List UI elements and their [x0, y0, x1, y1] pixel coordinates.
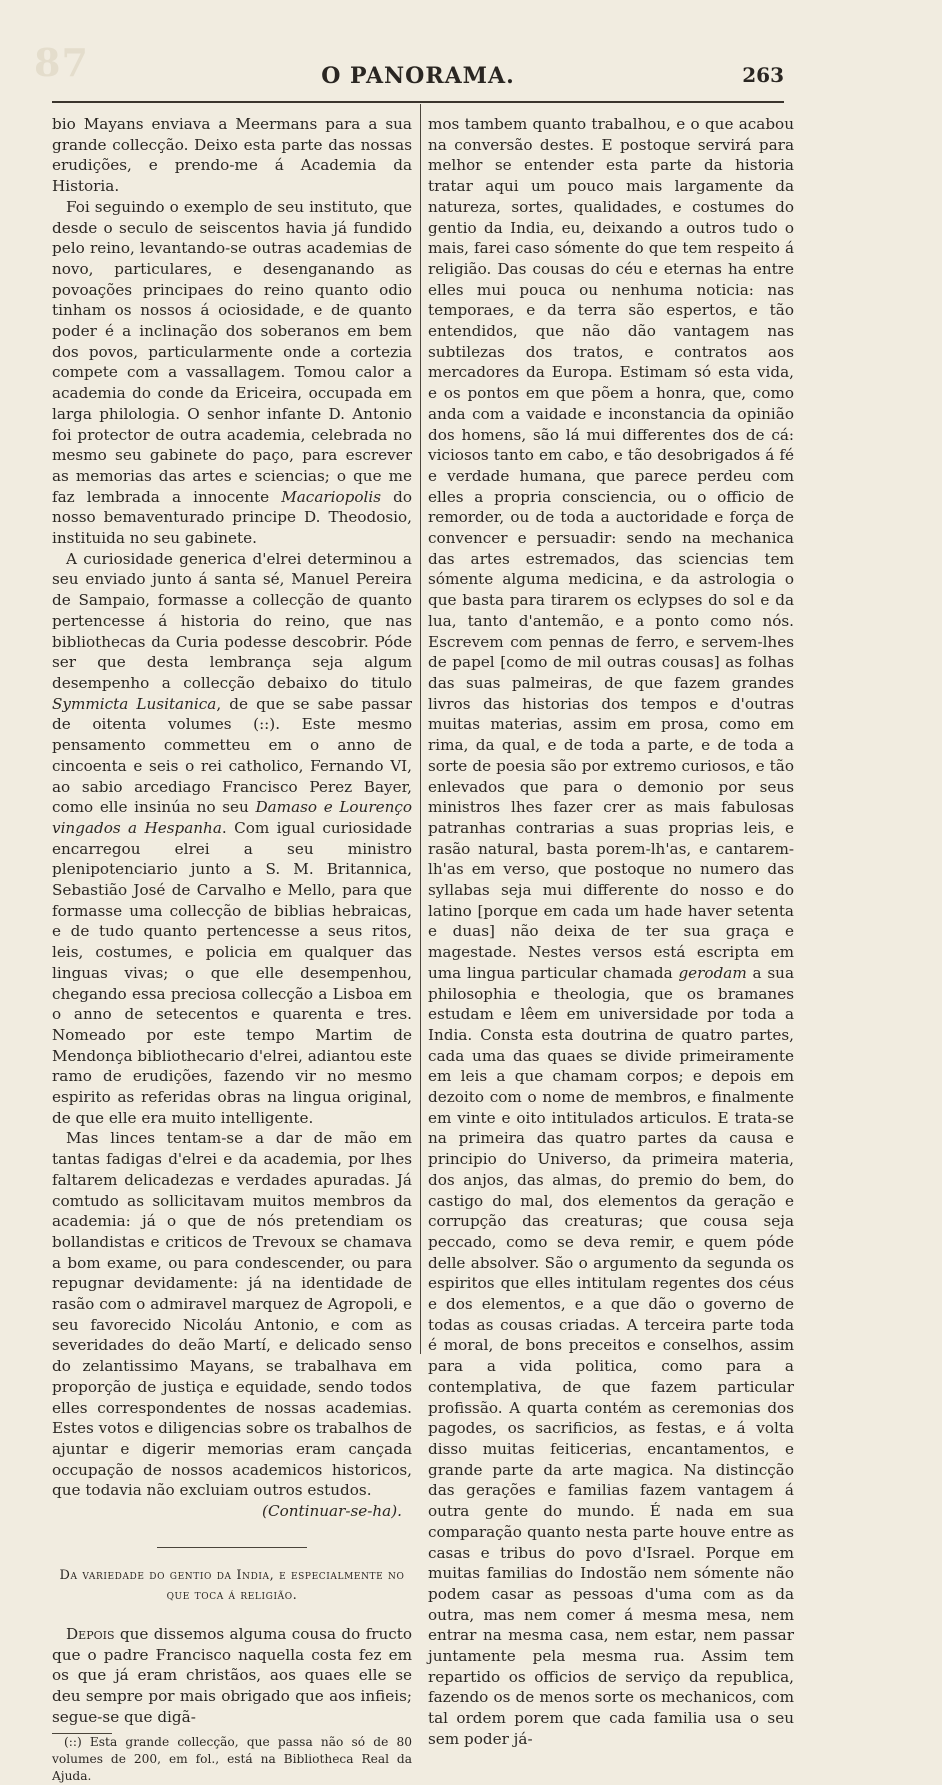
book-title: Damaso e Lourenço vingados a Hespanha [52, 798, 413, 837]
left-column [52, 114, 412, 1785]
right-column [428, 114, 794, 1750]
term: gerodam [678, 963, 747, 982]
journal-title: O PANORAMA. [321, 63, 515, 89]
paragraph: A curiosidade generica d'elrei determinou a seu enviado junto á santa sé, Manuel Pereira de Sampaio, formasse a collecção de quanto pertencesse á historia do reino, que nas bibliothecas da Curia podesse descobrir. Póde ser que desta lembrança seja algum desempenho a collecção debaixo do titulo Symmicta Lusitanica, de que se sabe passar de oitenta volumes (::). Este mesmo pensamento commetteu em o anno de cincoenta e seis o rei catholico, Fernando VI, ao sabio arcediago Francisco Perez Bayer, como elle insinúa no seu Damaso e Lourenço vingados a Hespanha. Com igual curiosidade encarregou elrei a seu ministro plenipotenciario junto a S. M. Britannica, Sebastião José de Carvalho e Mello, para que formasse uma collecção de biblias hebraicas, e de tudo quanto pertencesse a seus ritos, leis, costumes, e policia em qualquer das linguas vivas; o que elle desempenhou, chegando essa preciosa collecção a Lisboa em o anno de setecentos e quarenta e tres. Nomeado por este tempo Martim de Mendonça bibliothecario d'elrei, adiantou este ramo de erudições, fazendo vir no mesmo espirito as referidas obras na lingua original, de que elle era muito intelligente. [52, 549, 413, 1127]
column-divider [420, 104, 421, 1354]
paragraph: bio Mayans enviava a Meermans para a sua grande collecção. Deixo esta parte das nossas erudições, e prendo-me á Academia da Historia. [52, 115, 412, 196]
article-title: Da variedade do gentio da India, e especialmente no que toca á religião. [59, 1567, 405, 1603]
paragraph: Foi seguindo o exemplo de seu instituto, que desde o seculo de seiscentos havia já fundido pelo reino, levantando-se outras academias de novo, particulares, e desenganando as povoações principaes do reino quanto odio tinham os nossos á ociosidade, e de quanto poder é a inclinação dos soberanos em bem dos povos, particularmente onde a cortezia compete com a vassallagem. Tomou calor a academia do conde da Ericeira, occupada em larga philologia. O senhor infante D. Antonio foi protector de outra academia, celebrada no mesmo seu gabinete do paço, para escrever as memorias das artes e sciencias; o que me faz lembrada a innocente Macariopolis do nosso bemaventurado principe D. Theodosio, instituida no seu gabinete. [52, 197, 413, 548]
page-number: 263 [742, 63, 784, 87]
lead-word: Depois [66, 1624, 115, 1643]
header-rule [52, 101, 784, 103]
book-title: Symmicta Lusitanica [52, 694, 217, 713]
paragraph: Depois que dissemos alguma cousa do fructo que o padre Francisco naquella costa fez em os que já eram christãos, aos quaes elle se deu sempre por mais obrigado que aos infieis; segue-se que digã- [52, 1624, 412, 1726]
paragraph: mos tambem quanto trabalhou, e o que acabou na conversão destes. E postoque servirá para melhor se entender esta parte da historia tratar aqui um pouco mais largamente da natureza, sortes, qualidades, e costumes do gentio da India, eu, deixando a outros tudo o mais, farei caso sómente do que tem respeito á religião. Das cousas do céu e eternas ha entre elles mui pouca ou nenhuma noticia: nas temporaes, e da terra são espertos, e tão entendidos, que não dão vantagem nas subtilezas dos tratos, e contratos aos mercadores da Europa. Estimam só esta vida, e os pontos em que põem a honra, que, como anda com a vaidade e inconstancia da opinião dos homens, são lá mui differentes dos de cá: viciosos tanto em cabo, e tão desobrigados á fé e verdade humana, que parece perdeu com elles a propria consciencia, ou o officio de remorder, ou de toda a auctoridade e força de convencer e persuadir: sendo na mechanica das artes estremados, das sciencias tem sómente alguma medicina, e da astrologia o que basta para tirarem os eclypses do sol e da lua, tanto d'antemão, e a ponto como nós. Escrevem com pennas de ferro, e servem-lhes de papel [como de mil outras cousas] as folhas das suas palmeiras, de que fazem grandes livros das historias dos tempos e d'outras muitas materias, assim em prosa, como em rima, da qual, e de toda a parte, e de toda a sorte de poesia são por extremo curiosos, e tão enlevados que para o demonio por seus ministros lhes fazer crer as mais fabulosas patranhas contrarias a suas proprias leis, e rasão natural, basta porem-lh'as, e cantarem-lh'as em verso, que postoque no numero das syllabas seja mui differente do nosso e do latino [porque em cada um hade haver setenta e duas] não deixa de ter sua graça e magestade. Nestes versos está escripta em uma lingua particular chamada gerodam a sua philosophia e theologia, que os bramanes estudam e lêem em universidade por toda a India. Consta esta doutrina de quatro partes, cada uma das quaes se divide primeiramente em leis a que chamam corpos; e depois em dezoito com o nome de membros, e finalmente em vinte e oito intitulados articulos. E trata-se na primeira das quatro partes da causa e principio do Universo, da primeira materia, dos anjos, das almas, do premio do bem, do castigo do mal, dos elementos da geração e corrupção das creaturas; que cousa seja peccado, como se deva remir, e quem póde delle absolver. São o argumento da segunda os espiritos que elles intitulam regentes dos céus e dos elementos, e a que dão o governo de todas as cousas criadas. A terceira parte toda é moral, de bons preceitos e conselhos, assim para a vida politica, como para a contemplativa, de que fazem particular profissão. A quarta contém as ceremonias dos pagodes, os sacrificios, as festas, e á volta disso muitas feiticerias, encantamentos, e grande parte da arte magica. Na distincção das gerações e familias fazem vantagem á outra gente do mundo. É nada em sua comparação quanto nesta parte houve entre as casas e tribus do povo d'Israel. Porque em muitas familias do Indostão nem sómente não podem casar as pessoas d'uma com as da outra, mas nem comer á mesma mesa, nem entrar na mesma casa, nem estar, nem passar juntamente pela mesma rua. Assim tem repartido os officios de serviço da republica, fazendo os de menos sorte os mechanicos, com tal ordem porem que cada familia usa o seu sem poder já- [428, 115, 794, 1748]
section-separator [157, 1547, 307, 1548]
continuation-note: (Continuar-se-ha). [262, 1502, 402, 1521]
paragraph: Mas linces tentam-se a dar de mão em tantas fadigas d'elrei e da academia, por lhes faltarem delicadezas e verdades apuradas. Já comtudo as sollicitavam muitos membros da academia: já o que de nós pretendiam os bollandistas e criticos de Trevoux se chamava a bom exame, ou para condescender, ou para repugnar devidamente: já na identidade de rasão com o admiravel marquez de Agropoli, e seu favorecido Nicoláu Antonio, e com as severidades do deão Martí, e delicado senso do zelantissimo Mayans, se trabalhava em proporção de justiça e equidade, sendo todos elles correspondentes de nossas academias. Estes votos e diligencias sobre os trabalhos de ajuntar e digerir memorias eram cançada occupação de nossos academicos historicos, que todavia não excluiam outros estudos. [52, 1129, 412, 1500]
footnote: (::) Esta grande collecção, que passa não só de 80 volumes de 200, em fol., está na Bibliotheca Real da Ajuda. [52, 1735, 412, 1784]
ghost-page-number: 87 [34, 40, 89, 85]
page-header [0, 60, 942, 96]
book-title: Macariopolis [281, 487, 382, 506]
